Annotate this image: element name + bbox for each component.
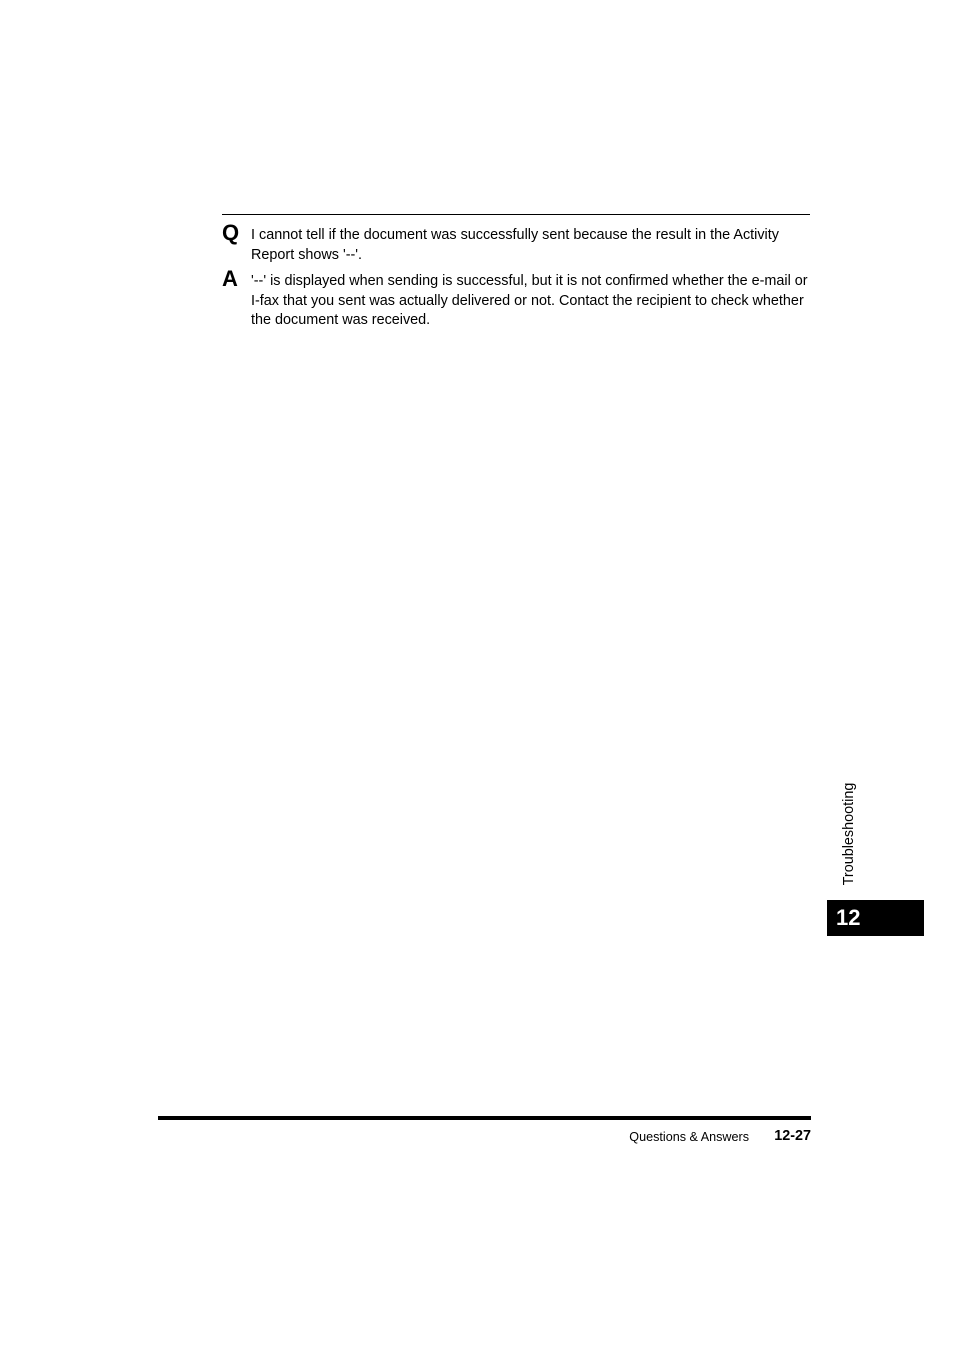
- chapter-side-label: Troubleshooting: [841, 782, 857, 886]
- chapter-number-tab: 12: [827, 900, 924, 936]
- answer-text: '--' is displayed when sending is successful, but it is not confirmed whether the e-mail or I-fax that you sent was actually delivered or not. Contact the recipient to check whether the document was received.: [251, 273, 808, 329]
- footer-page-number: 12-27: [774, 1128, 811, 1144]
- question-text: I cannot tell if the document was successfully sent because the result in the Activity Report shows '--'.: [251, 227, 779, 263]
- question-marker: Q: [222, 220, 240, 245]
- answer-marker: A: [222, 266, 238, 291]
- footer-rule: [158, 1116, 811, 1120]
- footer-section-title: Questions & Answers: [629, 1130, 749, 1144]
- qa-top-rule: [222, 214, 810, 215]
